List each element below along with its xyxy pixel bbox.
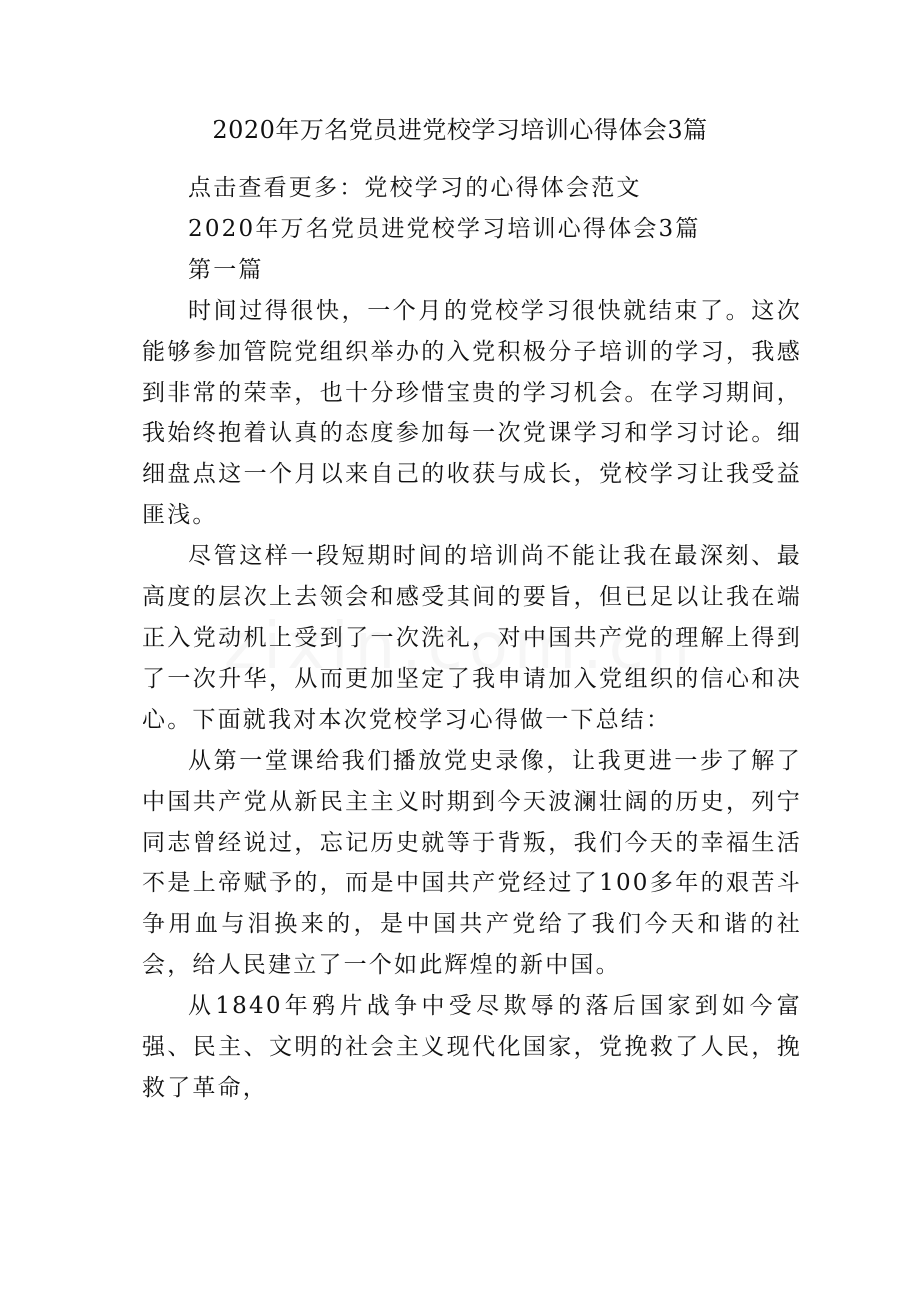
paragraph-1: 时间过得很快，一个月的党校学习很快就结束了。这次能够参加管院党组织举办的入党积极分子培训的学习，我感到非常的荣幸，也十分珍惜宝贵的学习机会。在学习期间，我始终抱着认真的态度参加每一次党课学习和学习讨论。细细盘点这一个月以来自己的收获与成长，党校学习让我受益匪浅。 bbox=[142, 297, 802, 529]
section-heading: 第一篇 bbox=[188, 256, 264, 283]
paragraph-4: 从1840年鸦片战争中受尽欺辱的落后国家到如今富强、民主、文明的社会主义现代化国家，党挽救了人民，挽救了革命， bbox=[142, 993, 802, 1101]
paragraph-2: 尽管这样一段短期时间的培训尚不能让我在最深刻、最高度的层次上去领会和感受其间的要旨，但已足以让我在端正入党动机上受到了一次洗礼，对中国共产党的理解上得到了一次升华，从而更加坚定了我申请加入党组织的信心和决心。下面就我对本次党校学习心得做一下总结： bbox=[142, 543, 802, 733]
paragraph-3: 从第一堂课给我们播放党史录像，让我更进一步了解了中国共产党从新民主主义时期到今天波澜壮阔的历史，列宁同志曾经说过，忘记历史就等于背叛，我们今天的幸福生活不是上帝赋予的，而是中国共产党经过了100多年的艰苦斗争用血与泪换来的，是中国共产党给了我们今天和谐的社会，给人民建立了一个如此辉煌的新中国。 bbox=[142, 747, 802, 979]
more-link-line[interactable]: 点击查看更多：党校学习的心得体会范文 bbox=[188, 175, 642, 201]
document-subtitle: 2020年万名党员进党校学习培训心得体会3篇 bbox=[188, 215, 701, 242]
document-body bbox=[142, 168, 802, 1109]
document-title: 2020年万名党员进党校学习培训心得体会3篇 bbox=[212, 116, 708, 144]
